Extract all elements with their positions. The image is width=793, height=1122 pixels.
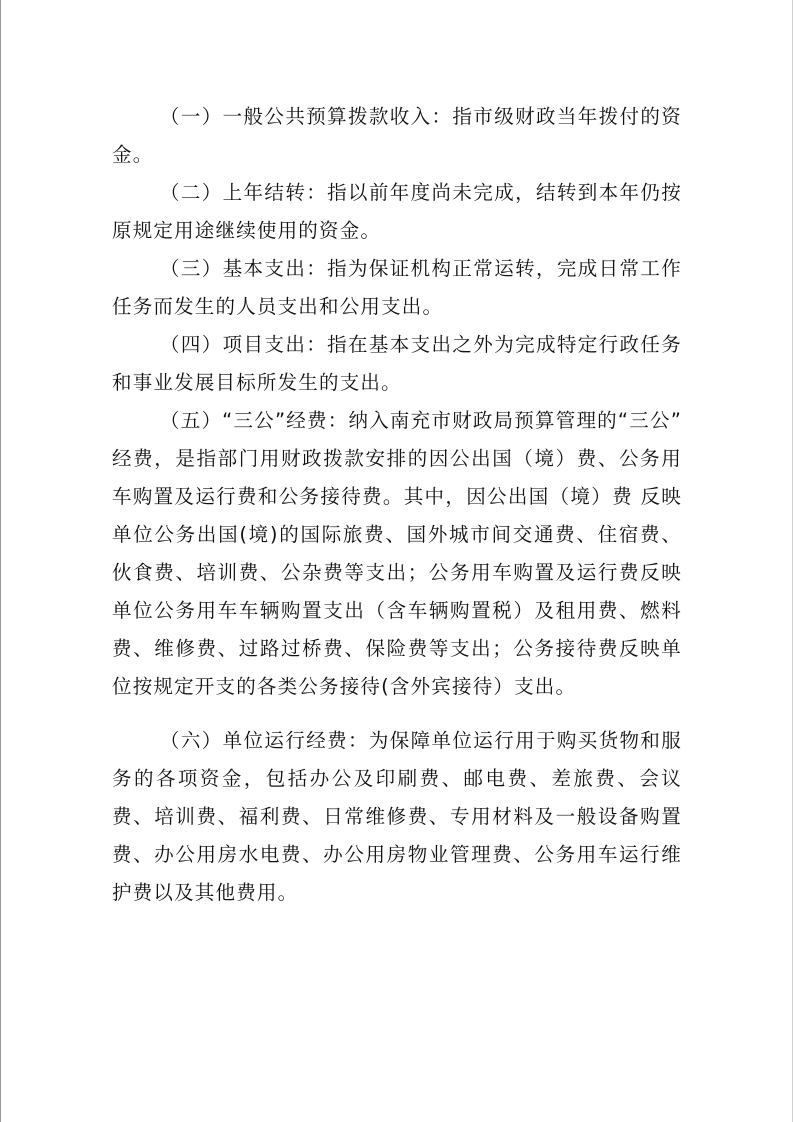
paragraph-project-expenditure: （四）项目支出：指在基本支出之外为完成特定行政任务和事业发展目标所发生的支出。	[112, 333, 682, 394]
paragraph-basic-expenditure: （三）基本支出：指为保证机构正常运转，完成日常工作任务而发生的人员支出和公用支出。	[112, 257, 682, 318]
page-border-left	[0, 0, 1, 1122]
paragraph-general-budget-income: （一）一般公共预算拨款收入：指市级财政当年拨付的资金。	[112, 105, 682, 166]
paragraph-three-public-expenses: （五）“三公”经费：纳入南充市财政局预算管理的“三公” 经费，是指部门用财政拨款安排的因公出国（境）费、公务用车购置及运行费和公务接待费。其中，因公出国（境）费 反映单位公务出国(境)的国际旅费、国外城市间交通费、住宿费、伙食费、培训费、公杂费等支出；公务用车购置及运行费反映单位公务用车车辆购置支出（含车辆购置税）及租用费、燃料费、维修费、过路过桥费、保险费等支出；公务接待费反映单位按规定开支的各类公务接待(含外宾接待）支出。	[112, 409, 682, 698]
paragraph-unit-operating-expenses: （六）单位运行经费：为保障单位运行用于购买货物和服务的各项资金，包括办公及印刷费、邮电费、差旅费、会议费、培训费、福利费、日常维修费、专用材料及一般设备购置费、办公用房水电费、办公用房物业管理费、公务用车运行维护费以及其他费用。	[112, 729, 682, 904]
document-body	[112, 98, 682, 912]
paragraph-prior-year-carryover: （二）上年结转：指以前年度尚未完成，结转到本年仍按原规定用途继续使用的资金。	[112, 181, 682, 242]
